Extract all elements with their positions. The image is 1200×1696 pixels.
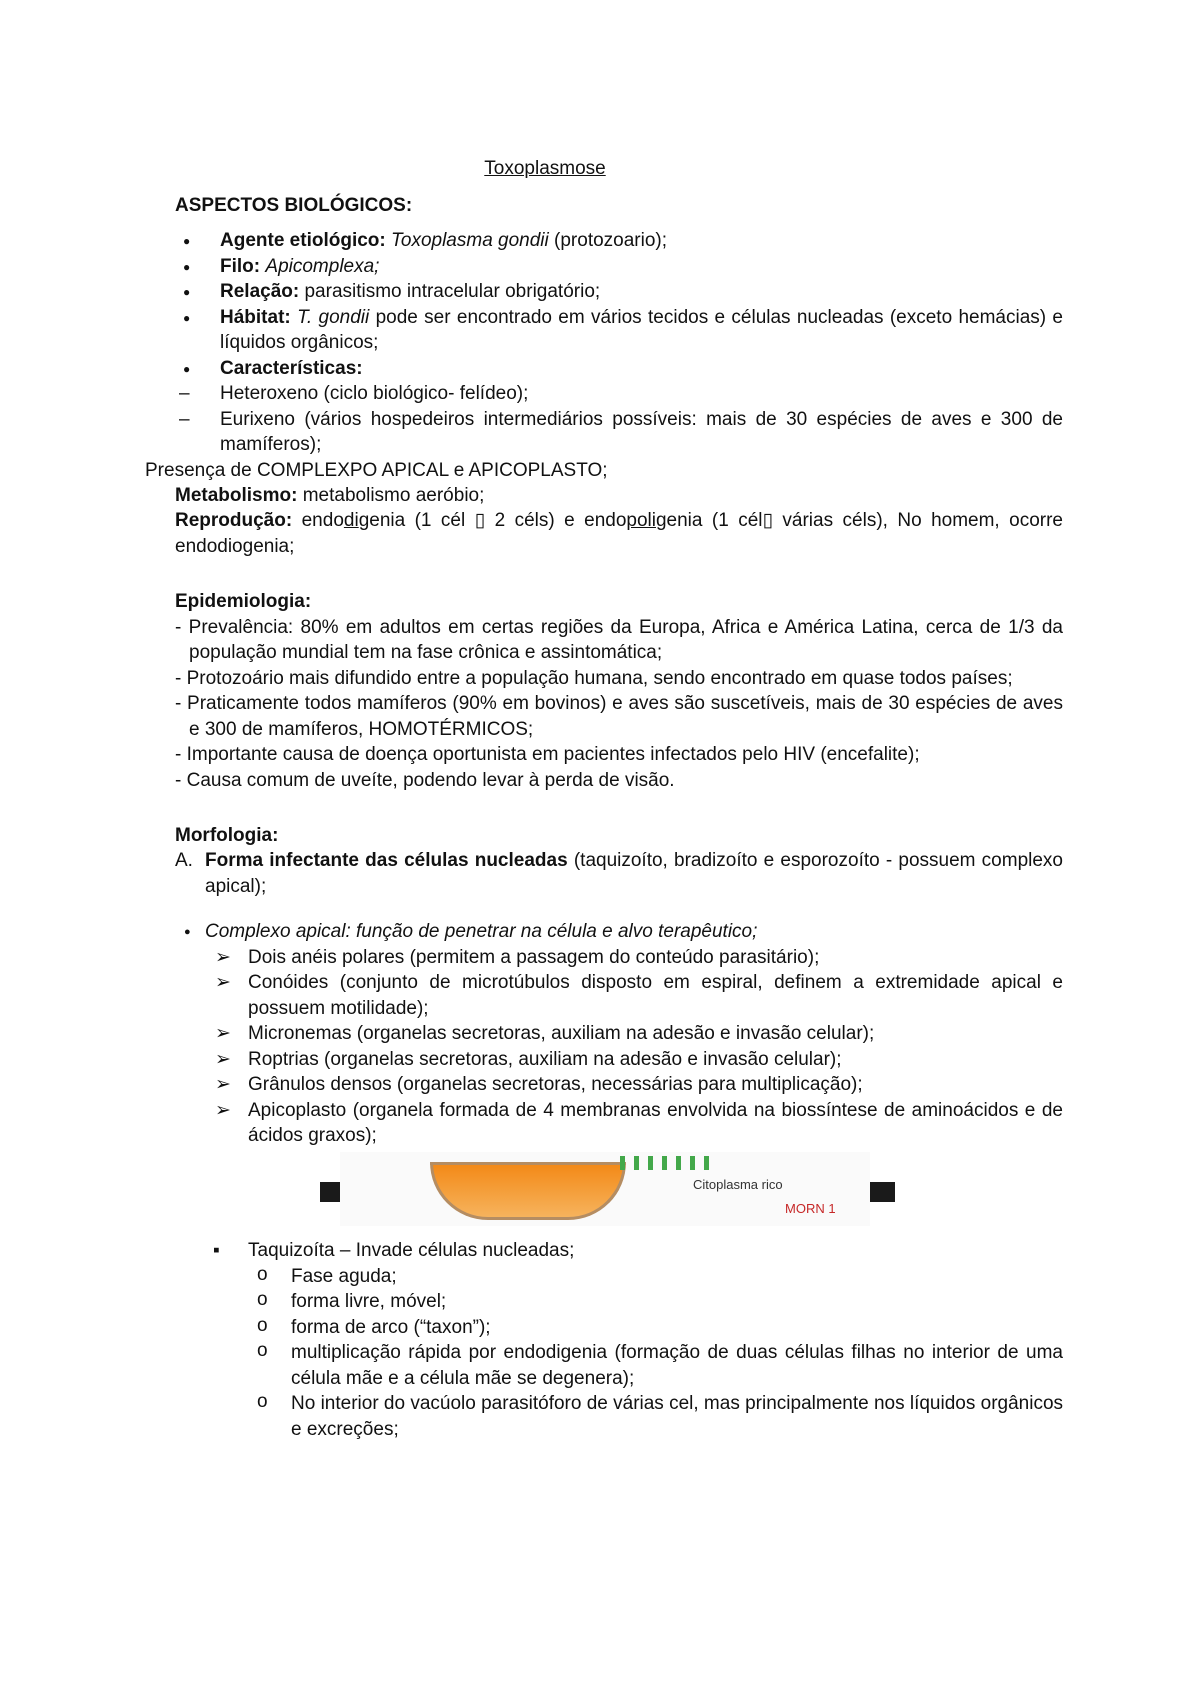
repro-label: Reprodução: bbox=[175, 510, 293, 532]
bullet-filo bbox=[175, 254, 1063, 279]
filo-label: Filo: bbox=[220, 255, 261, 277]
section-heading-epidemiology: Epidemiologia: bbox=[175, 591, 312, 613]
habitat-value: pode ser encontrado em vários tecidos e células nucleadas (exceto hemácias) e líquidos orgânicos; bbox=[220, 306, 1063, 354]
square-bullet-taquizoita: ▪ Taquizoíta – Invade células nucleadas; bbox=[175, 1238, 1063, 1263]
repro-text-1: endo bbox=[292, 510, 344, 532]
repro-text-3: genia (1 cél bbox=[358, 510, 475, 532]
repro-text-7: várias céls), No homem, ocorre endodiogenia; bbox=[175, 510, 1064, 557]
dash-heteroxeno: – Heteroxeno (ciclo biológico- felídeo); bbox=[175, 381, 1063, 406]
arrow-item: ➢ Roptrias (organelas secretoras, auxiliam na adesão e invasão celular); bbox=[175, 1047, 1063, 1072]
agente-name: Toxoplasma gondii bbox=[391, 230, 549, 252]
list-item-a bbox=[175, 848, 1063, 899]
repro-underline-di: di bbox=[343, 510, 359, 532]
bullet-complexo-apical bbox=[175, 919, 1063, 944]
metab-label: Metabolismo: bbox=[175, 484, 298, 506]
repro-text-4: 2 céls) e endo bbox=[485, 510, 627, 532]
arrow-item: ➢ Micronemas (organelas secretoras, auxiliam na adesão e invasão celular); bbox=[175, 1021, 1063, 1046]
epi-item: - Prevalência: 80% em adultos em certas regiões da Europa, Africa e América Latina, cerca de 1/3 da população mundial tem na fase crônica e assintomática; bbox=[175, 616, 1063, 664]
a-bold-text: Forma infectante das células nucleadas bbox=[205, 850, 568, 872]
relacao-value: parasitismo intracelular obrigatório; bbox=[299, 281, 601, 303]
arrow-item: ➢ Dois anéis polares (permitem a passagem do conteúdo parasitário); bbox=[175, 945, 1063, 970]
list-marker-a: A. bbox=[175, 850, 193, 872]
agente-rest: (protozoario); bbox=[548, 230, 668, 252]
section-heading-morphology: Morfologia: bbox=[175, 824, 279, 846]
reproducao-line bbox=[175, 508, 1063, 559]
circle-item: o forma de arco (“taxon”); bbox=[175, 1315, 1063, 1340]
arrow-item: ➢ Apicoplasto (organela formada de 4 membranas envolvida na biossíntese de aminoácidos e de ácidos graxos); bbox=[175, 1098, 1063, 1149]
cropped-diagram-image bbox=[320, 1152, 895, 1226]
cell-illustration-icon bbox=[430, 1162, 626, 1220]
habitat-name: T. gondii bbox=[297, 306, 370, 328]
circle-item: o Fase aguda; bbox=[175, 1264, 1063, 1289]
complexo-text: Complexo apical: função de penetrar na célula e alvo terapêutico; bbox=[205, 921, 758, 943]
bullet-caracteristicas bbox=[175, 356, 1063, 381]
epi-item: - Causa comum de uveíte, podendo levar à perda de visão. bbox=[175, 769, 675, 791]
metab-value: metabolismo aeróbio; bbox=[297, 484, 485, 506]
habitat-label: Hábitat: bbox=[220, 306, 291, 328]
circle-item: o multiplicação rápida por endodigenia (formação de duas células filhas no interior de uma célula mãe e a célula mãe se degenera); bbox=[175, 1340, 1063, 1391]
missing-glyph-icon: ▯ bbox=[762, 510, 773, 532]
missing-glyph-icon: ▯ bbox=[474, 510, 486, 532]
image-label-cytoplasm: Citoplasma rico bbox=[693, 1177, 783, 1193]
circle-item: o forma livre, móvel; bbox=[175, 1289, 1063, 1314]
dash-eurixeno: – Eurixeno (vários hospedeiros intermediários possíveis: mais de 30 espécies de aves e 300 de mamíferos); bbox=[175, 407, 1063, 458]
arrow-item: ➢ Grânulos densos (organelas secretoras, necessárias para multiplicação); bbox=[175, 1072, 1063, 1097]
epi-item: - Praticamente todos mamíferos (90% em bovinos) e aves são suscetíveis, mais de 30 espécies de aves e 300 de mamíferos, HOMOTÉRMICOS; bbox=[175, 693, 1063, 740]
microtubule-dashes-icon bbox=[620, 1156, 710, 1170]
epi-item: - Protozoário mais difundido entre a população humana, sendo encontrado em quase todos países; bbox=[175, 667, 1013, 689]
circle-item: o No interior do vacúolo parasitóforo de várias cel, mas principalmente nos líquidos orgânicos e excreções; bbox=[175, 1391, 1063, 1442]
arrow-item: ➢ Conóides (conjunto de microtúbulos disposto em espiral, definem a extremidade apical e possuem motilidade); bbox=[175, 970, 1063, 1021]
image-label-morn: MORN 1 bbox=[785, 1201, 836, 1217]
relacao-label: Relação: bbox=[220, 281, 300, 303]
bullet-habitat bbox=[175, 305, 1063, 356]
bullet-relacao bbox=[175, 279, 1063, 304]
metabolismo-line bbox=[175, 483, 1063, 508]
agente-label: Agente etiológico: bbox=[220, 230, 386, 252]
presenca-line: Presença de COMPLEXPO APICAL e APICOPLASTO; bbox=[145, 459, 608, 481]
epi-item: - Importante causa de doença oportunista em pacientes infectados pelo HIV (encefalite); bbox=[175, 744, 920, 766]
bullet-agente bbox=[175, 228, 1063, 253]
document-body bbox=[145, 193, 1064, 1442]
repro-text-6: genia (1 cél bbox=[655, 510, 763, 532]
a-rest-text: (taquizoíto, bradizoíto e esporozoíto - possuem complexo apical); bbox=[205, 850, 1063, 897]
filo-value: Apicomplexa; bbox=[265, 255, 380, 277]
repro-underline-poli: poli bbox=[626, 510, 656, 532]
caract-label: Características: bbox=[220, 357, 363, 379]
document-title: Toxoplasmose bbox=[484, 158, 606, 179]
section-heading-biological: ASPECTOS BIOLÓGICOS: bbox=[175, 195, 413, 216]
